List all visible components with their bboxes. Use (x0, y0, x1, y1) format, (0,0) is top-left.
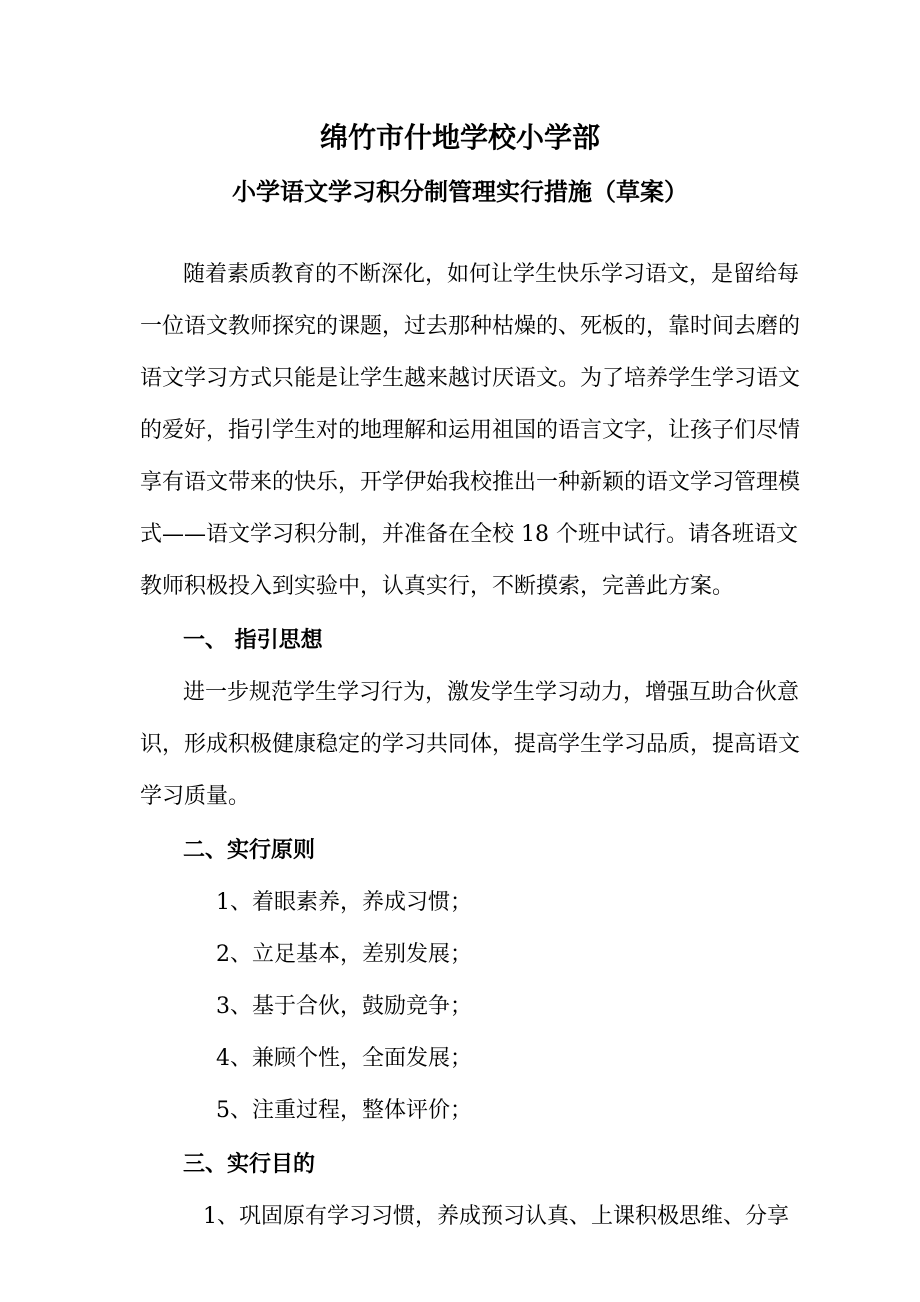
intro-line: 享有语文带来的快乐，开学伊始我校推出一种新颖的语文学习管理模 (140, 470, 801, 495)
document-title: 绵竹市什地学校小学部 (319, 121, 600, 154)
intro-line: 教师积极投入到实验中，认真实行，不断摸索，完善此方案。 (140, 574, 735, 599)
intro-line: 式——语文学习积分制，并准备在全校 18 个班中试行。请各班语文 (140, 522, 798, 547)
section-line: 进一步规范学生学习行为，激发学生学习动力，增强互助合伙意 (183, 680, 800, 705)
intro-line: 的爱好，指引学生对的地理解和运用祖国的语言文字，让孩子们尽情 (140, 418, 801, 443)
list-item: 1、巩固原有学习习惯，养成预习认真、上课积极思维、分享 (203, 1204, 789, 1229)
list-item: 3、基于合伙，鼓励竞争； (216, 994, 472, 1019)
document-subtitle: 小学语文学习积分制管理实行措施（草案） (232, 178, 688, 206)
list-item: 5、注重过程，整体评价； (216, 1098, 472, 1123)
section-heading: 二、实行原则 (183, 838, 316, 863)
section-heading: 一、 指引思想 (183, 628, 323, 653)
list-item: 1、着眼素养，养成习惯； (216, 890, 472, 915)
list-item: 4、兼顾个性，全面发展； (216, 1046, 472, 1071)
intro-line: 语文学习方式只能是让学生越来越讨厌语文。为了培养学生学习语文 (140, 366, 801, 391)
section-heading: 三、实行目的 (183, 1152, 316, 1177)
section-line: 识，形成积极健康稳定的学习共同体，提高学生学习品质，提高语文 (140, 732, 801, 757)
intro-line: 一位语文教师探究的课题，过去那种枯燥的、死板的，靠时间去磨的 (140, 314, 801, 339)
list-item: 2、立足基本，差别发展； (216, 942, 472, 967)
intro-line: 随着素质教育的不断深化，如何让学生快乐学习语文，是留给每 (183, 262, 800, 287)
section-line: 学习质量。 (140, 784, 251, 809)
